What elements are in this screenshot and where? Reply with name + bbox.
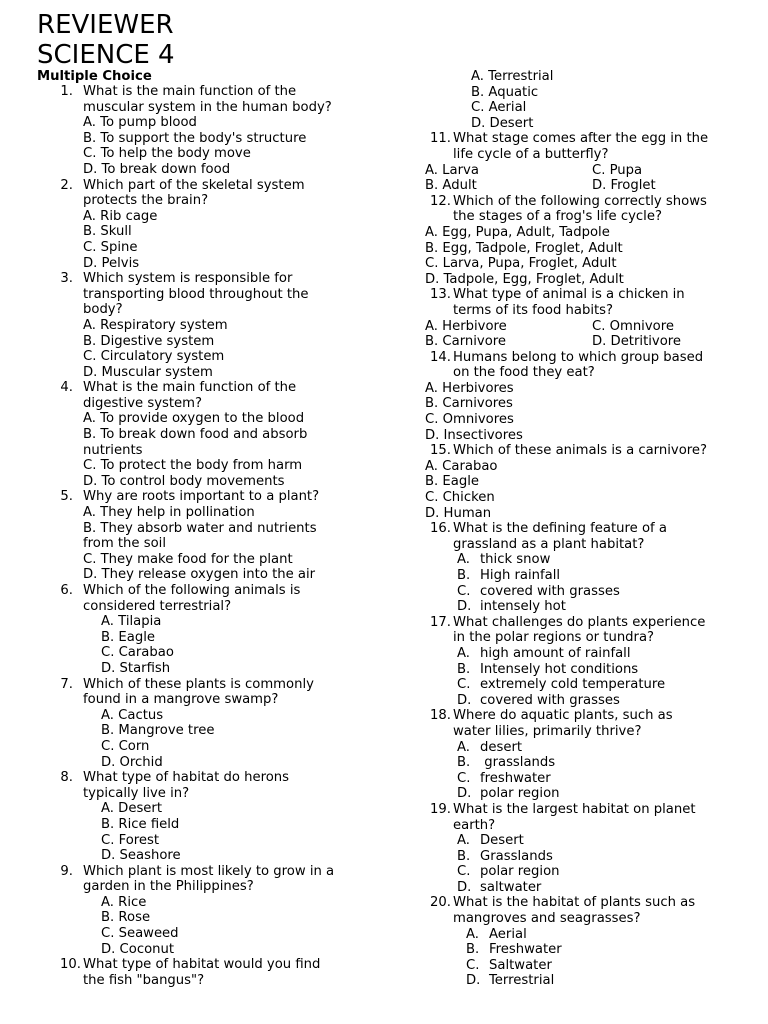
option-letter: C. [466,957,480,973]
option-letter: B. [457,661,471,677]
question-text-line: What challenges do plants experience [453,614,706,630]
option-letter: A. [457,552,470,568]
option-text: Freshwater [489,942,562,958]
question-text-line: earth? [453,817,496,833]
question-number: 7. [60,676,73,692]
question-text-line: What stage comes after the egg in the [453,131,709,147]
question-number: 2. [60,177,73,193]
answer-option: A. Tilapia [101,614,162,630]
option-text: saltwater [480,879,542,895]
question-number: 6. [60,583,73,598]
answer-option: D. Tadpole, Egg, Froglet, Adult [425,271,624,287]
option-text: High rainfall [480,568,561,583]
question-number: 16. [430,521,451,537]
option-letter: D. [457,692,472,708]
title-line-1: REVIEWER [37,10,174,40]
answer-option: C. Omnivore [592,318,674,334]
option-text: covered with grasses [480,692,620,708]
question-text-line: on the food they eat? [453,365,595,381]
question-text-line: Humans belong to which group based [453,349,704,365]
question-number: 11. [430,131,451,147]
answer-option-row [0,319,768,335]
question-number: 8. [60,770,73,786]
question-number: 9. [60,863,73,879]
answer-option-row [0,568,768,584]
answer-option: B. Adult [425,178,477,194]
question-text-line: What type of habitat do herons [83,770,290,786]
question-text-line: Which of the following animals is [83,583,301,598]
question-text-line: What is the defining feature of a [453,521,667,537]
answer-option-row [0,942,768,958]
option-text: extremely cold temperature [480,677,666,693]
answer-option-row [0,849,768,865]
option-letter: B. [457,755,471,771]
answer-option-row [0,178,768,194]
option-text: polar region [480,786,560,802]
answer-option-row [0,771,768,787]
answer-option: C. Larva, Pupa, Froglet, Adult [425,256,617,272]
question-text-line: What is the main function of the [83,380,297,396]
option-text: Saltwater [489,957,552,973]
answer-option-row [0,693,768,709]
answer-option: A. Larva [425,162,479,178]
answer-option: D. To break down food [83,161,231,177]
answer-option: B. To support the body's structure [83,130,307,146]
answer-option: A. They help in pollination [83,505,255,521]
answer-option: D. Insectivores [425,427,523,443]
answer-option: C. Corn [101,738,150,754]
question-15 [0,443,768,521]
question-number: 13. [430,287,451,303]
answer-option-row [0,552,768,568]
answer-option: from the soil [83,536,166,552]
answer-option: D. They release oxygen into the air [83,567,316,583]
option-letter: C. [457,770,471,786]
answer-option: D. Detritivore [592,334,682,350]
answer-option: B. Mangrove tree [101,723,215,739]
question-19 [0,802,768,896]
answer-option: C. Pupa [592,162,643,178]
question-text-line: water lilies, primarily thrive? [453,723,642,739]
option-letter: B. [466,942,480,958]
answer-option: C. Chicken [425,490,495,506]
question-text-line: considered terrestrial? [83,598,232,614]
answer-option: D. Muscular system [83,364,213,380]
question-number: 18. [430,708,451,724]
option-text: intensely hot [480,599,566,615]
option-letter: C. [457,864,471,880]
option-text: high amount of rainfall [480,645,631,661]
answer-option: A. Herbivore [425,318,507,334]
option-letter: A. [457,645,470,661]
option-text: freshwater [480,770,551,786]
answer-option: D. Pelvis [83,255,140,271]
answer-option: C. Circulatory system [83,349,225,365]
answer-option-row [0,927,768,943]
question-text-line: muscular system in the human body? [83,99,332,115]
answer-option-row [0,646,768,662]
option-letter: D. [466,973,481,989]
question-16 [0,521,768,615]
question-text-line: protects the brain? [83,193,209,209]
answer-option: C. Spine [83,239,138,255]
question-number: 3. [60,271,73,287]
answer-option: D. Seashore [101,848,181,864]
answer-option: B. Eagle [101,629,155,645]
answer-option-row [0,786,768,802]
answer-option: C. They make food for the plant [83,551,293,567]
option-text: Desert [480,833,524,849]
answer-option: B. Rice field [101,816,180,832]
answer-option-row [0,163,768,179]
option-text: Grasslands [480,848,553,864]
answer-option: B. Carnivore [425,334,507,350]
option-letter: A. [457,833,470,849]
question-text-line: digestive system? [83,395,203,411]
question-14 [0,350,768,444]
question-number: 5. [60,489,73,505]
answer-option: nutrients [83,442,143,458]
answer-option: D. Desert [471,115,534,131]
answer-option: B. Aquatic [471,84,539,100]
option-text: covered with grasses [480,583,620,599]
question-13 [0,287,768,349]
question-number: 15. [430,443,451,459]
answer-option: B. Digestive system [83,333,215,349]
answer-option: B. They absorb water and nutrients [83,520,317,536]
answer-option: A. Carabao [425,458,498,474]
answer-option-row [0,833,768,849]
answer-option: B. Skull [83,224,132,240]
answer-option-row [0,958,768,974]
answer-option-row [0,973,768,989]
answer-option-row [0,584,768,600]
option-letter: B. [457,848,471,864]
answer-option-row [0,334,768,350]
answer-option: C. Carabao [101,645,174,661]
answer-option: A. Rib cage [83,208,158,224]
answer-option: A. Egg, Pupa, Adult, Tadpole [425,224,610,240]
answer-option: D. Human [425,505,492,521]
question-text-line: garden in the Philippines? [83,879,254,895]
answer-option-row [0,864,768,880]
answer-option: D. Froglet [592,178,656,194]
option-text: Terrestrial [489,973,555,989]
answer-option: C. To protect the body from harm [83,458,303,474]
question-text-line: What type of animal is a chicken in [453,287,685,303]
answer-option-row [0,740,768,756]
question-number: 14. [430,349,451,365]
question-text-line: typically live in? [83,785,190,801]
answer-option: C. Seaweed [101,926,179,942]
option-letter: A. [466,926,479,942]
option-letter: D. [457,879,472,895]
answer-option: A. Herbivores [425,380,514,396]
answer-option: A. Desert [101,801,163,817]
question-20 [0,895,768,989]
answer-option-row [0,599,768,615]
answer-option: D. Orchid [101,754,163,770]
question-18 [0,708,768,802]
option-text: Intensely hot conditions [480,661,639,677]
question-text-line: Which of these animals is a carnivore? [453,443,708,459]
question-text-line: What is the main function of the [83,84,297,99]
question-text-line: the stages of a frog's life cycle? [453,209,662,225]
question-number: 4. [60,380,73,396]
answer-option: B. To break down food and absorb [83,427,308,443]
question-text-line: Why are roots important to a plant? [83,489,320,505]
answer-option: C. Omnivores [425,412,514,428]
option-text: polar region [480,864,560,880]
question-text-line: Where do aquatic plants, such as [453,708,673,724]
question-number: 12. [430,193,451,209]
answer-option: A. To provide oxygen to the blood [83,411,305,427]
question-text-line: in the polar regions or tundra? [453,630,655,646]
answer-option: B. Rose [101,910,151,926]
answer-option: D. To control body movements [83,473,285,489]
question-text-line: found in a mangrove swamp? [83,692,279,708]
option-text: thick snow [480,552,551,568]
question-text-line: grassland as a plant habitat? [453,536,645,552]
question-text-line: Which part of the skeletal system [83,177,305,193]
option-letter: C. [457,677,471,693]
answer-option: D. Coconut [101,941,175,957]
question-12 [0,194,768,288]
question-text-line: transporting blood throughout the [83,286,309,302]
question-number: 20. [430,895,451,911]
answer-option: B. Carnivores [425,396,513,412]
question-text-line: body? [83,302,123,318]
question-text-line: Which plant is most likely to grow in a [83,863,335,879]
section-heading: Multiple Choice [37,69,152,84]
answer-option: A. Rice [101,894,147,910]
option-letter: B. [457,568,471,583]
answer-option: C. Aerial [471,100,527,116]
answer-option-row [0,755,768,771]
answer-option: B. Eagle [425,474,479,490]
question-text-line: terms of its food habits? [453,302,614,318]
answer-option: C. Forest [101,832,160,848]
answer-option: D. Starfish [101,660,171,676]
option-text: grasslands [480,755,556,771]
question-text-line: Which of these plants is commonly [83,676,314,692]
answer-option: A. Terrestrial [471,69,554,84]
answer-option: C. To help the body move [83,146,251,162]
question-text-line: Which of the following correctly shows [453,193,707,209]
option-letter: C. [457,583,471,599]
answer-option: A. Respiratory system [83,317,228,333]
question-text-line: the fish "bangus"? [83,972,205,988]
question-11 [0,131,768,193]
answer-option: A. Cactus [101,707,164,723]
question-text-line: What is the habitat of plants such as [453,895,696,911]
question-text-line: What is the largest habitat on planet [453,801,696,817]
answer-option-row [0,677,768,693]
question-text-line: life cycle of a butterfly? [453,146,609,162]
right-column [0,69,768,989]
question-number: 19. [430,801,451,817]
answer-option-row [0,662,768,678]
title-line-2: SCIENCE 4 [37,40,175,70]
option-text: desert [480,739,523,755]
question-17 [0,615,768,709]
question-number: 10. [60,957,81,973]
question-text-line: Which system is responsible for [83,271,293,287]
option-letter: A. [457,739,470,755]
option-letter: D. [457,599,472,615]
answer-option: A. To pump blood [83,115,197,131]
question-text-line: What type of habitat would you find [83,957,321,973]
question-text-line: mangroves and seagrasses? [453,911,641,927]
question-number: 1. [60,84,73,99]
answer-option: B. Egg, Tadpole, Froglet, Adult [425,240,623,256]
option-text: Aerial [489,926,527,942]
question-number: 17. [430,614,451,630]
answer-option-row [0,880,768,896]
option-letter: D. [457,786,472,802]
